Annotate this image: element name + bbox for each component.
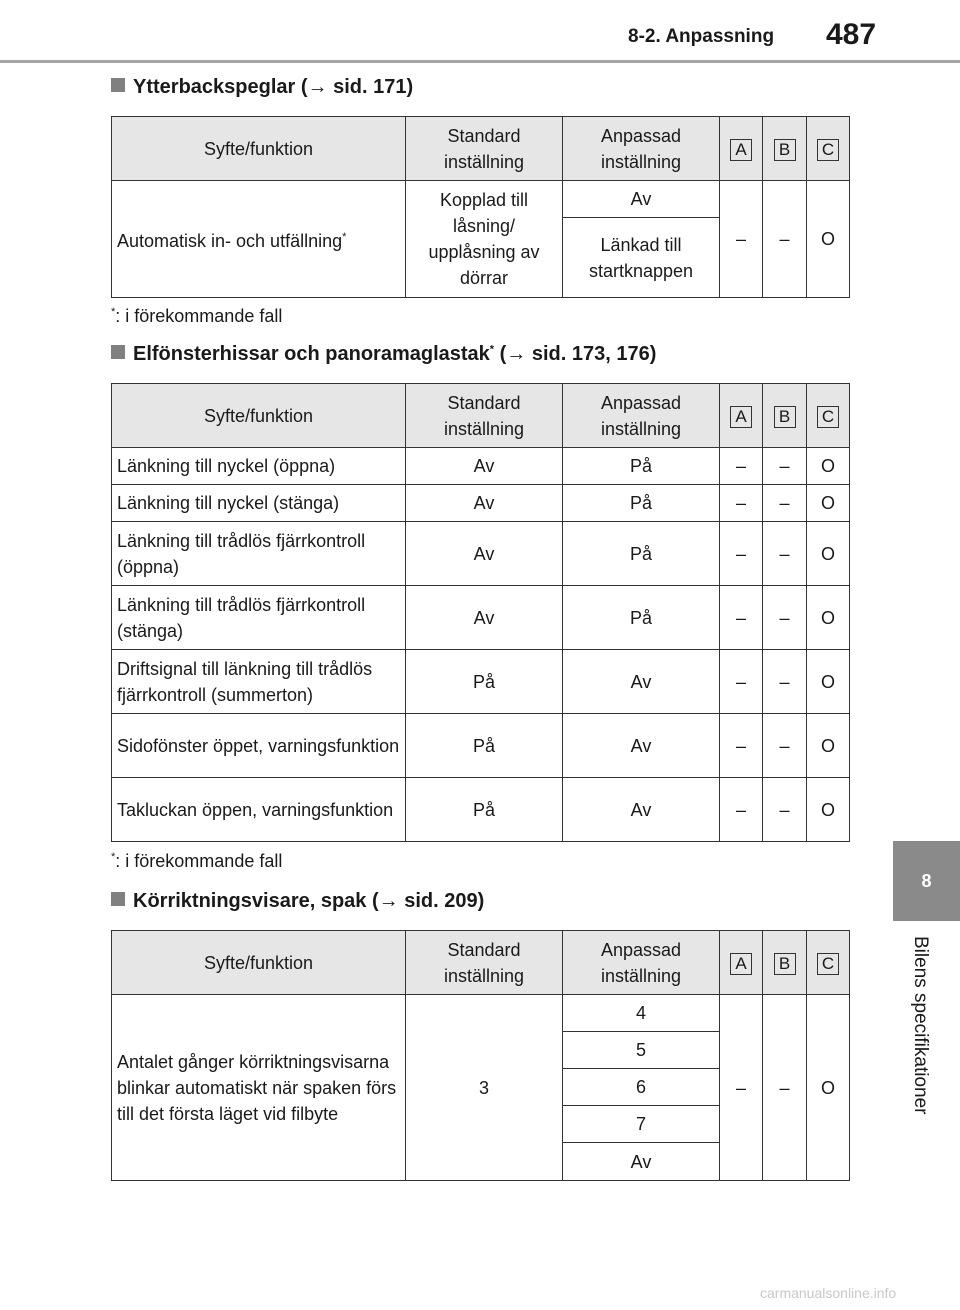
c-cell: O	[807, 485, 850, 522]
indicator-table	[111, 930, 850, 1181]
windows-footnote-text: : i förekommande fall	[115, 851, 283, 871]
table-row	[112, 448, 850, 485]
mirrors-function: Automatisk in- och utfällning	[117, 231, 343, 251]
function-cell: Sidofönster öppet, varningsfunktion	[112, 714, 406, 778]
footnote-mark: *	[489, 343, 495, 356]
standard-cell: Av	[406, 448, 563, 485]
indicator-heading-text: Körriktningsvisare, spak (→ sid. 209)	[133, 890, 485, 912]
header-rule	[0, 60, 960, 63]
mirrors-footnote-text: : i förekommande fall	[115, 306, 283, 326]
table-row	[112, 586, 850, 650]
table-row	[112, 650, 850, 714]
a-header	[720, 931, 763, 995]
b-box: B	[774, 406, 796, 428]
b-cell: –	[763, 448, 807, 485]
indicator-function: Antalet gånger körriktningsvisarna blinkar automatiskt när spaken förs till det första läget vid filbyte	[112, 995, 406, 1181]
standard-cell: Av	[406, 485, 563, 522]
c-box: C	[817, 953, 839, 975]
indicator-standard: 3	[406, 995, 563, 1181]
c-cell: O	[807, 714, 850, 778]
a-box: A	[730, 953, 752, 975]
indicator-option: 7	[563, 1106, 720, 1143]
function-cell: Driftsignal till länkning till trådlös fjärrkontroll (summerton)	[112, 650, 406, 714]
windows-table	[111, 383, 850, 842]
purpose-header: Syfte/funktion	[112, 931, 406, 995]
indicator-option: 4	[563, 995, 720, 1032]
b-cell: –	[763, 650, 807, 714]
standard-header: Standard inställning	[406, 384, 563, 448]
windows-heading	[111, 343, 656, 366]
mirrors-heading-text: Ytterbackspeglar (→ sid. 171)	[133, 76, 414, 98]
function-cell: Länkning till nyckel (öppna)	[112, 448, 406, 485]
b-cell: –	[763, 586, 807, 650]
c-cell: O	[807, 448, 850, 485]
custom-header: Anpassad inställning	[563, 384, 720, 448]
custom-cell: Av	[563, 778, 720, 842]
purpose-header: Syfte/funktion	[112, 384, 406, 448]
standard-cell: På	[406, 650, 563, 714]
standard-cell: Av	[406, 586, 563, 650]
mirrors-standard: Kopplad till låsning/ upplåsning av dörrar	[406, 181, 563, 298]
watermark: carmanualsonline.info	[760, 1285, 897, 1301]
standard-cell: På	[406, 714, 563, 778]
custom-header: Anpassad inställning	[563, 117, 720, 181]
chapter-label: Bilens specifikationer	[910, 936, 931, 1115]
table-row	[112, 522, 850, 586]
a-cell: –	[720, 650, 763, 714]
purpose-header: Syfte/funktion	[112, 117, 406, 181]
c-box: C	[817, 139, 839, 161]
mirrors-table	[111, 116, 850, 298]
custom-cell: På	[563, 448, 720, 485]
function-cell: Takluckan öppen, varningsfunktion	[112, 778, 406, 842]
mirrors-heading	[111, 76, 413, 99]
custom-cell: På	[563, 485, 720, 522]
section-title: 8-2. Anpassning	[628, 26, 775, 47]
a-box: A	[730, 406, 752, 428]
c-cell: O	[807, 586, 850, 650]
a-header	[720, 384, 763, 448]
function-cell: Länkning till nyckel (stänga)	[112, 485, 406, 522]
custom-cell: På	[563, 522, 720, 586]
table-row	[112, 778, 850, 842]
c-cell: O	[807, 650, 850, 714]
a-cell: –	[720, 586, 763, 650]
b-header	[763, 117, 807, 181]
bullet-square-icon	[111, 78, 125, 92]
page-number: 487	[826, 18, 877, 51]
a-cell: –	[720, 778, 763, 842]
b-box: B	[774, 139, 796, 161]
a-cell: –	[720, 714, 763, 778]
c-header	[807, 117, 850, 181]
chapter-tab: 8	[893, 841, 960, 921]
windows-heading-ref: (→ sid. 173, 176)	[499, 343, 657, 365]
c-header	[807, 931, 850, 995]
mirrors-function-cell	[112, 181, 406, 298]
table-row	[112, 485, 850, 522]
function-cell: Länkning till trådlös fjärrkontroll (öppna)	[112, 522, 406, 586]
mirrors-option: Av	[563, 181, 720, 218]
windows-heading-main: Elfönsterhissar och panoramaglastak	[133, 343, 490, 365]
indicator-option: 6	[563, 1069, 720, 1106]
a-cell: –	[720, 485, 763, 522]
custom-cell: Av	[563, 650, 720, 714]
standard-header: Standard inställning	[406, 117, 563, 181]
indicator-c: O	[807, 995, 850, 1181]
b-cell: –	[763, 485, 807, 522]
indicator-b: –	[763, 995, 807, 1181]
c-box: C	[817, 406, 839, 428]
custom-cell: Av	[563, 714, 720, 778]
mirrors-a: –	[720, 181, 763, 298]
c-cell: O	[807, 778, 850, 842]
b-header	[763, 931, 807, 995]
indicator-a: –	[720, 995, 763, 1181]
bullet-square-icon	[111, 345, 125, 359]
indicator-option: 5	[563, 1032, 720, 1069]
b-cell: –	[763, 522, 807, 586]
windows-footnote: *: i förekommande fall	[111, 851, 283, 871]
c-header	[807, 384, 850, 448]
b-box: B	[774, 953, 796, 975]
mirrors-option: Länkad till startknappen	[563, 218, 720, 298]
standard-header: Standard inställning	[406, 931, 563, 995]
b-cell: –	[763, 714, 807, 778]
mirrors-b: –	[763, 181, 807, 298]
standard-cell: Av	[406, 522, 563, 586]
table-row	[112, 714, 850, 778]
a-cell: –	[720, 448, 763, 485]
standard-cell: På	[406, 778, 563, 842]
mirrors-footnote: *: i förekommande fall	[111, 306, 283, 326]
indicator-option: Av	[563, 1143, 720, 1181]
b-header	[763, 384, 807, 448]
bullet-square-icon	[111, 892, 125, 906]
a-cell: –	[720, 522, 763, 586]
b-cell: –	[763, 778, 807, 842]
indicator-heading	[111, 890, 484, 913]
function-cell: Länkning till trådlös fjärrkontroll (stänga)	[112, 586, 406, 650]
custom-cell: På	[563, 586, 720, 650]
custom-header: Anpassad inställning	[563, 931, 720, 995]
a-box: A	[730, 139, 752, 161]
c-cell: O	[807, 522, 850, 586]
footnote-mark: *	[342, 231, 347, 243]
a-header	[720, 117, 763, 181]
mirrors-c: O	[807, 181, 850, 298]
